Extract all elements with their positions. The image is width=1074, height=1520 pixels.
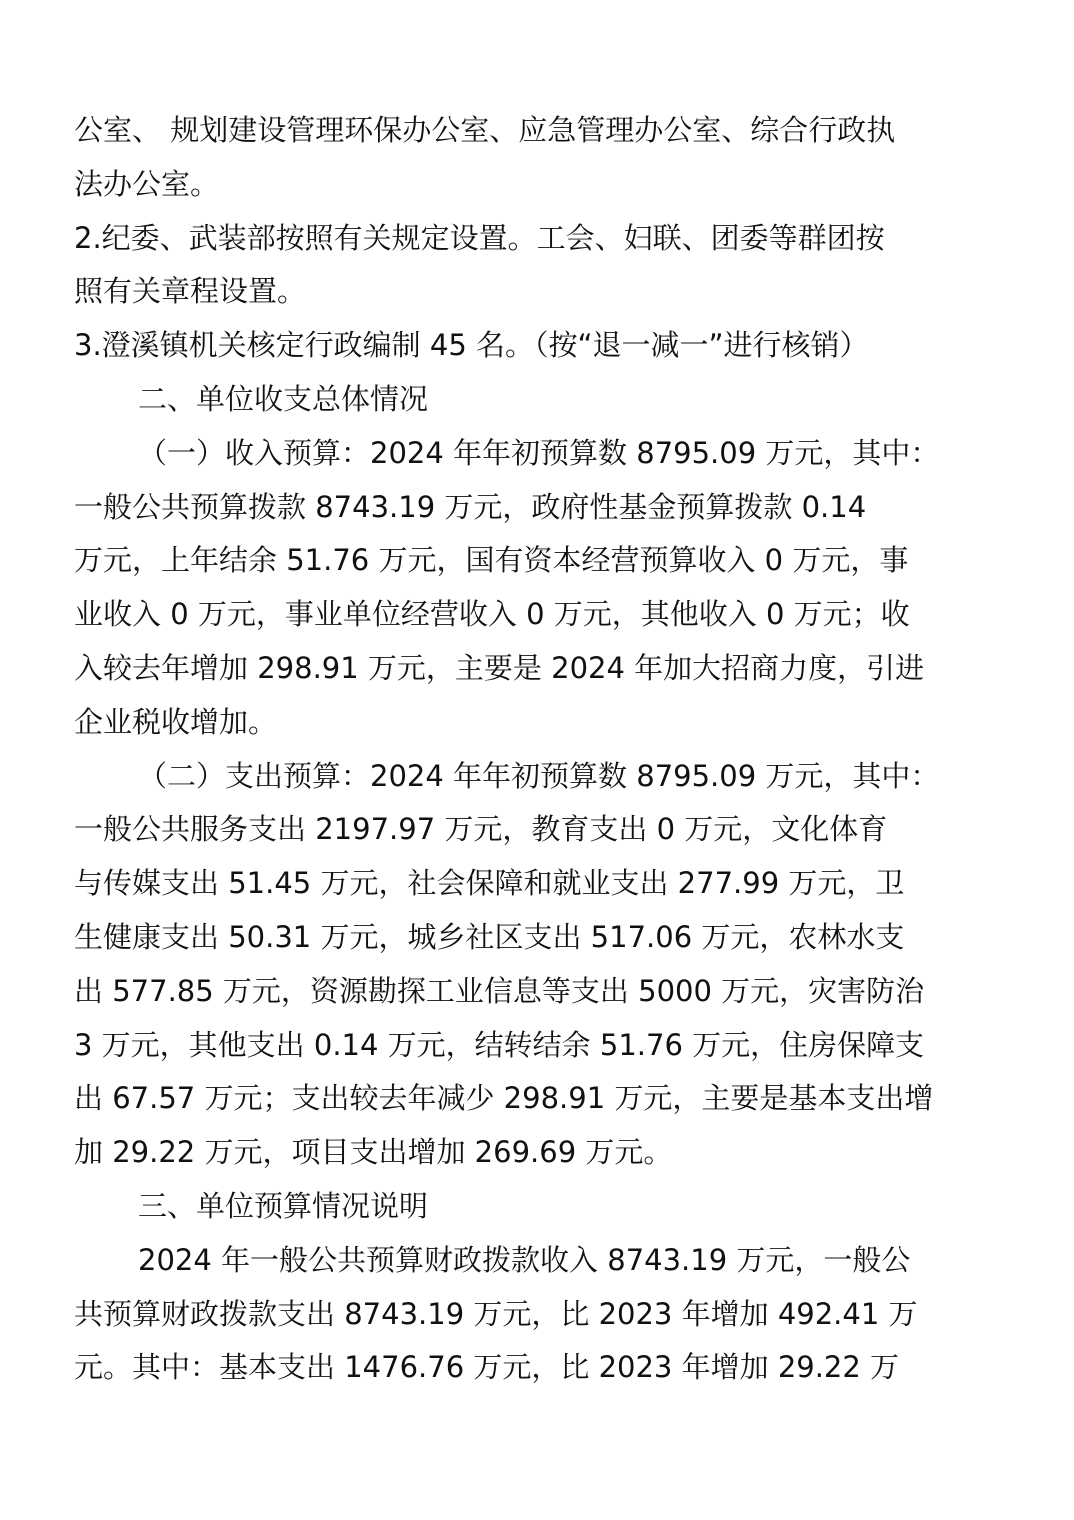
expense-budget-heading-text: （二）支出预算：2024 年年初预算数 8795.09 万元，其中： — [138, 758, 940, 793]
text-line-5-content: 3.澄溪镇机关核定行政编制 45 名。（按“退一减一”进行核销） — [74, 328, 869, 363]
text-line-4-content: 照有关章程设置。 — [74, 274, 307, 309]
text-line-14-content: 一般公共服务支出 2197.97 万元，教育支出 0 万元，文化体育 — [74, 812, 888, 847]
text-line-3-content: 2.纪委、武装部按照有关规定设置。工会、妇联、团委等群团按 — [74, 220, 885, 255]
text-line-17 — [74, 965, 1004, 1019]
text-line-18-content: 3 万元，其他支出 0.14 万元，结转结余 51.76 万元，住房保障支 — [74, 1027, 925, 1062]
text-line-3 — [74, 212, 1004, 266]
text-line-10-content: 业收入 0 万元，事业单位经营收入 0 万元，其他收入 0 万元；收 — [74, 597, 910, 632]
text-line-17-content: 出 577.85 万元，资源勘探工业信息等支出 5000 万元，灾害防治 — [74, 973, 925, 1008]
text-line-23 — [74, 1288, 1004, 1342]
text-line-19-content: 出 67.57 万元；支出较去年减少 298.91 万元，主要是基本支出增 — [74, 1081, 934, 1116]
text-line-15-content: 与传媒支出 51.45 万元，社会保障和就业支出 277.99 万元，卫 — [74, 866, 905, 901]
text-line-2-content: 法办公室。 — [74, 166, 220, 201]
income-budget-heading — [74, 427, 1004, 481]
document-page — [74, 104, 1004, 1395]
income-budget-heading-text: （一）收入预算：2024 年年初预算数 8795.09 万元，其中： — [138, 435, 940, 470]
text-line-8 — [74, 481, 1004, 535]
text-line-12 — [74, 696, 1004, 750]
text-line-16 — [74, 911, 1004, 965]
text-line-24 — [74, 1341, 1004, 1395]
text-line-10 — [74, 588, 1004, 642]
expense-budget-heading — [74, 750, 1004, 804]
section-heading-2-text: 二、单位收支总体情况 — [138, 381, 429, 416]
text-line-4 — [74, 265, 1004, 319]
text-line-18 — [74, 1019, 1004, 1073]
text-line-9-content: 万元，上年结余 51.76 万元，国有资本经营预算收入 0 万元，事 — [74, 543, 909, 578]
text-line-11 — [74, 642, 1004, 696]
text-line-20 — [74, 1126, 1004, 1180]
text-line-2 — [74, 158, 1004, 212]
text-line-23-content: 共预算财政拨款支出 8743.19 万元，比 2023 年增加 492.41 万 — [74, 1296, 918, 1331]
text-line-9 — [74, 534, 1004, 588]
text-line-12-content: 企业税收增加。 — [74, 704, 278, 739]
text-line-22-content: 2024 年一般公共预算财政拨款收入 8743.19 万元，一般公 — [138, 1242, 911, 1277]
text-line-20-content: 加 29.22 万元，项目支出增加 269.69 万元。 — [74, 1135, 673, 1170]
text-line-1 — [74, 104, 1004, 158]
text-line-8-content: 一般公共预算拨款 8743.19 万元，政府性基金预算拨款 0.14 — [74, 489, 867, 524]
text-line-1-content: 公室、 规划建设管理环保办公室、应急管理办公室、综合行政执 — [74, 113, 896, 147]
section-heading-2 — [74, 373, 1004, 427]
section-heading-3 — [74, 1180, 1004, 1234]
text-line-14 — [74, 803, 1004, 857]
text-line-22 — [74, 1234, 1004, 1288]
text-line-24-content: 元。其中：基本支出 1476.76 万元，比 2023 年增加 29.22 万 — [74, 1350, 900, 1385]
text-line-5 — [74, 319, 1004, 373]
section-heading-3-text: 三、单位预算情况说明 — [138, 1188, 429, 1223]
text-line-15 — [74, 857, 1004, 911]
text-line-16-content: 生健康支出 50.31 万元，城乡社区支出 517.06 万元，农林水支 — [74, 919, 905, 954]
text-line-19 — [74, 1072, 1004, 1126]
text-line-11-content: 入较去年增加 298.91 万元，主要是 2024 年加大招商力度，引进 — [74, 650, 925, 685]
